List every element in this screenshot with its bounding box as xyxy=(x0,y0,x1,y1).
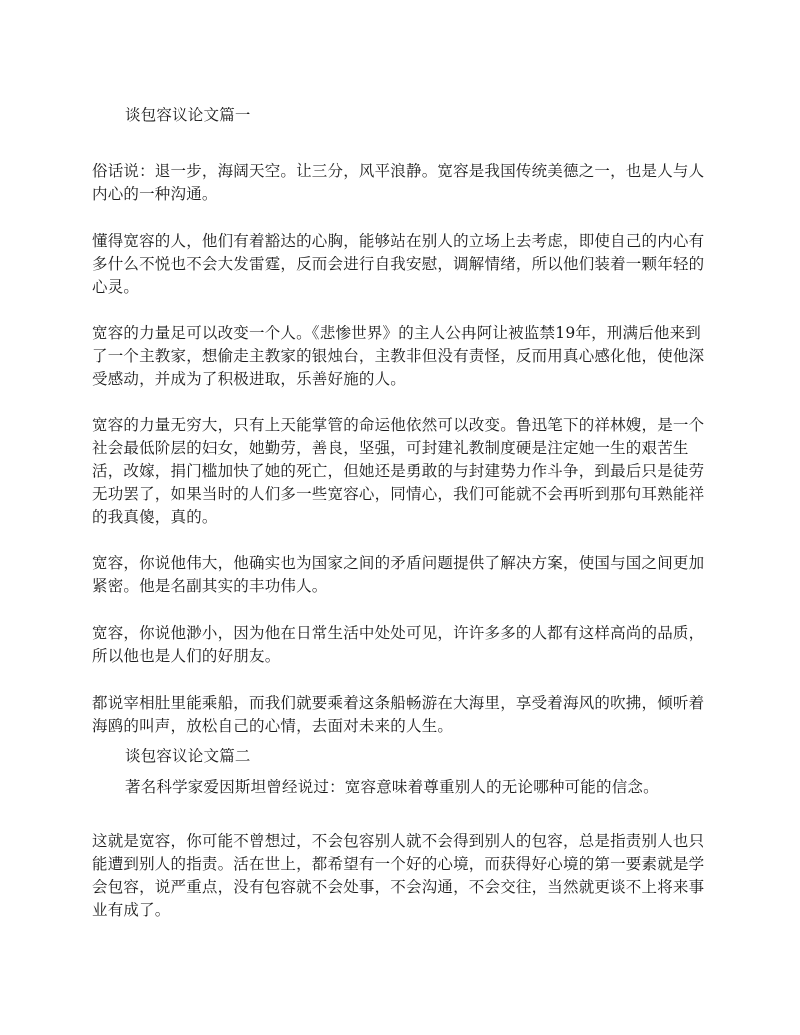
paragraph-6: 宽容，你说他渺小，因为他在日常生活中处处可见，许许多多的人都有这样高尚的品质，所以他也是人们的好朋友。 xyxy=(92,624,705,665)
paragraph-1: 俗话说：退一步，海阔天空。让三分，风平浪静。宽容是我国传统美德之一，也是人与人内心的一种沟通。 xyxy=(92,162,705,203)
paragraph-7: 都说宰相肚里能乘船，而我们就要乘着这条船畅游在大海里，享受着海风的吹拂，倾听着海鸥的叫声，放松自己的心情，去面对未来的人生。 xyxy=(92,694,705,735)
heading-part-two: 谈包容议论文篇二 xyxy=(125,747,251,765)
paragraph-4: 宽容的力量无穷大，只有上天能掌管的命运他依然可以改变。鲁迅笔下的祥林嫂，是一个社会最低阶层的妇女，她勤劳，善良，坚强，可封建礼教制度硬是注定她一生的艰苦生活，改嫁，捐门槛加快了她的死亡，但她还是勇敢的与封建势力作斗争，到最后只是徒劳无功罢了，如果当时的人们多一些宽容心，同情心，我们可能就不会再听到那句耳熟能祥的我真傻，真的。 xyxy=(92,416,705,526)
heading-part-one: 谈包容议论文篇一 xyxy=(125,106,251,124)
paragraph-3: 宽容的力量足可以改变一个人。《悲惨世界》的主人公冉阿让被监禁19年，刑满后他来到了一个主教家，想偷走主教家的银烛台，主教非但没有责怪，反而用真心感化他，使他深受感动，并成为了积极进取，乐善好施的人。 xyxy=(92,324,705,388)
paragraph-8: 著名科学家爱因斯坦曾经说过：宽容意味着尊重别人的无论哪种可能的信念。 xyxy=(125,778,659,796)
paragraph-9: 这就是宽容，你可能不曾想过，不会包容别人就不会得到别人的包容，总是指责别人也只能遭到别人的指责。活在世上，都希望有一个好的心境，而获得好心境的第一要素就是学会包容，说严重点，没有包容就不会处事，不会沟通，不会交往，当然就更谈不上将来事业有成了。 xyxy=(92,832,705,919)
paragraph-5: 宽容，你说他伟大，他确实也为国家之间的矛盾问题提供了解决方案，使国与国之间更加紧密。他是名副其实的丰功伟人。 xyxy=(92,554,705,595)
paragraph-2: 懂得宽容的人，他们有着豁达的心胸，能够站在别人的立场上去考虑，即使自己的内心有多什么不悦也不会大发雷霆，反而会进行自我安慰，调解情绪，所以他们装着一颗年轻的心灵。 xyxy=(92,232,705,296)
